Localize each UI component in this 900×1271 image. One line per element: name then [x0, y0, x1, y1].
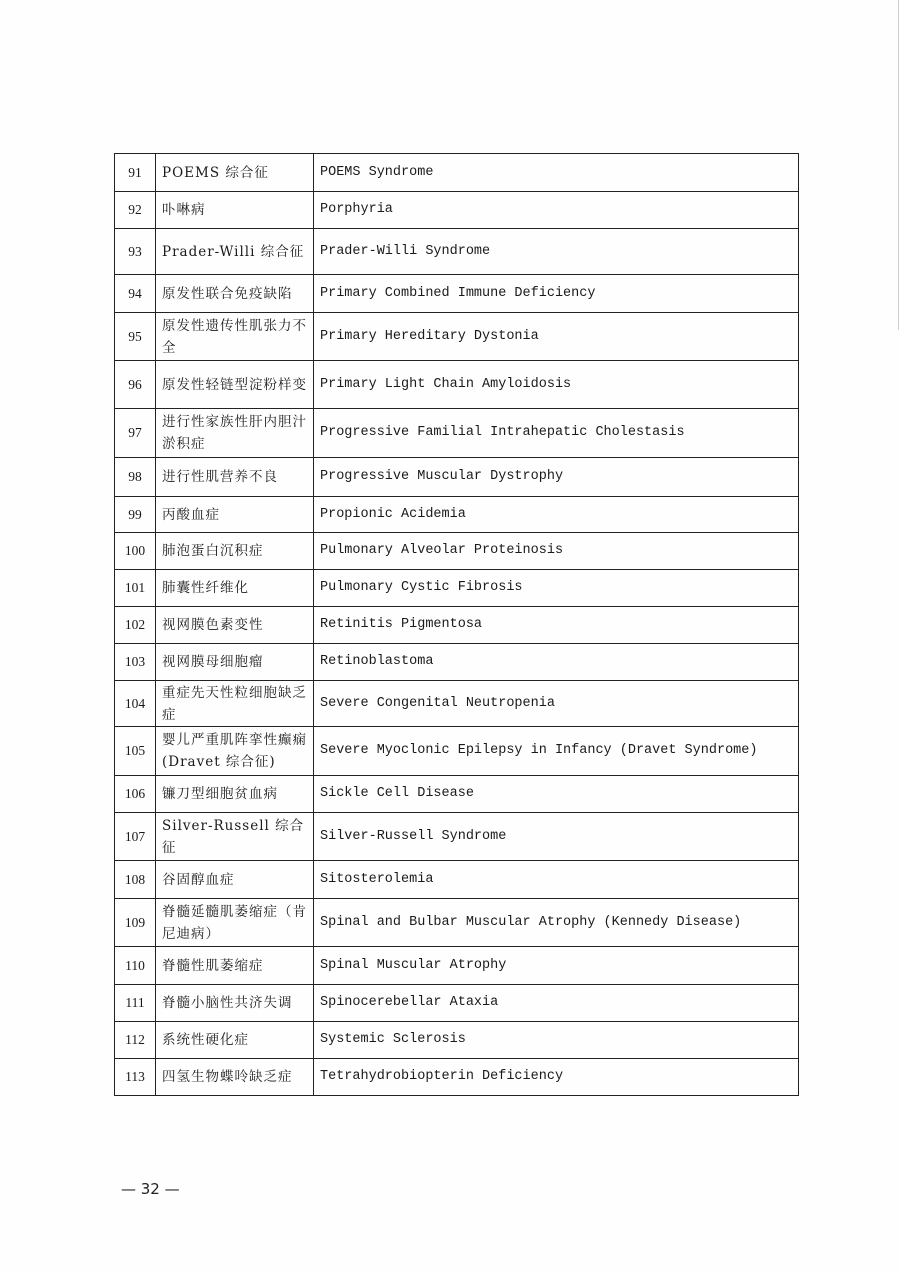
table-row [115, 607, 799, 644]
table-row [115, 727, 799, 776]
row-number: 102 [115, 607, 156, 644]
chinese-name: 重症先天性粒细胞缺乏症 [156, 681, 314, 727]
chinese-name: 进行性肌营养不良 [156, 458, 314, 497]
row-number: 101 [115, 570, 156, 607]
table-row [115, 275, 799, 313]
english-name: Primary Hereditary Dystonia [314, 313, 799, 361]
row-number: 104 [115, 681, 156, 727]
chinese-name: 脊髓延髓肌萎缩症（肯尼迪病） [156, 899, 314, 947]
table-row [115, 497, 799, 533]
chinese-name: 谷固醇血症 [156, 861, 314, 899]
row-number: 92 [115, 192, 156, 229]
table-row [115, 229, 799, 275]
table-row [115, 947, 799, 985]
english-name: Silver-Russell Syndrome [314, 813, 799, 861]
chinese-name: 视网膜母细胞瘤 [156, 644, 314, 681]
scan-artifact-line [898, 0, 899, 330]
english-name: Severe Myoclonic Epilepsy in Infancy (Dravet Syndrome) [314, 727, 799, 776]
table-row [115, 861, 799, 899]
rare-disease-table [114, 153, 799, 1096]
row-number: 95 [115, 313, 156, 361]
chinese-name: 婴儿严重肌阵挛性癫痫(Dravet 综合征) [156, 727, 314, 776]
english-name: Sitosterolemia [314, 861, 799, 899]
chinese-name: 脊髓小脑性共济失调 [156, 985, 314, 1022]
chinese-name: 肺囊性纤维化 [156, 570, 314, 607]
table-row [115, 409, 799, 458]
english-name: Retinitis Pigmentosa [314, 607, 799, 644]
chinese-name: 进行性家族性肝内胆汁淤积症 [156, 409, 314, 458]
row-number: 106 [115, 776, 156, 813]
table-row [115, 985, 799, 1022]
chinese-name: 原发性轻链型淀粉样变 [156, 361, 314, 409]
page-number: — 32 — [121, 1180, 180, 1198]
row-number: 109 [115, 899, 156, 947]
row-number: 94 [115, 275, 156, 313]
row-number: 108 [115, 861, 156, 899]
chinese-name: 卟啉病 [156, 192, 314, 229]
english-name: Progressive Muscular Dystrophy [314, 458, 799, 497]
chinese-name: 系统性硬化症 [156, 1022, 314, 1059]
chinese-name: 视网膜色素变性 [156, 607, 314, 644]
english-name: Spinal and Bulbar Muscular Atrophy (Kennedy Disease) [314, 899, 799, 947]
english-name: Primary Light Chain Amyloidosis [314, 361, 799, 409]
table-row [115, 776, 799, 813]
chinese-name: 原发性联合免疫缺陷 [156, 275, 314, 313]
table-body [115, 154, 799, 1096]
table-row [115, 533, 799, 570]
row-number: 105 [115, 727, 156, 776]
english-name: Prader-Willi Syndrome [314, 229, 799, 275]
row-number: 110 [115, 947, 156, 985]
english-name: Progressive Familial Intrahepatic Cholestasis [314, 409, 799, 458]
table-row [115, 899, 799, 947]
english-name: Spinocerebellar Ataxia [314, 985, 799, 1022]
english-name: Primary Combined Immune Deficiency [314, 275, 799, 313]
table-row [115, 813, 799, 861]
table-row [115, 644, 799, 681]
english-name: Pulmonary Alveolar Proteinosis [314, 533, 799, 570]
table-row [115, 681, 799, 727]
row-number: 93 [115, 229, 156, 275]
row-number: 113 [115, 1059, 156, 1096]
english-name: Pulmonary Cystic Fibrosis [314, 570, 799, 607]
table-row [115, 192, 799, 229]
english-name: Tetrahydrobiopterin Deficiency [314, 1059, 799, 1096]
row-number: 111 [115, 985, 156, 1022]
chinese-name: 丙酸血症 [156, 497, 314, 533]
row-number: 97 [115, 409, 156, 458]
chinese-name: 镰刀型细胞贫血病 [156, 776, 314, 813]
table-row [115, 154, 799, 192]
english-name: Propionic Acidemia [314, 497, 799, 533]
row-number: 103 [115, 644, 156, 681]
table-row [115, 1059, 799, 1096]
table-row [115, 361, 799, 409]
row-number: 99 [115, 497, 156, 533]
chinese-name: Prader-Willi 综合征 [156, 229, 314, 275]
chinese-name: 原发性遗传性肌张力不全 [156, 313, 314, 361]
table-row [115, 1022, 799, 1059]
english-name: POEMS Syndrome [314, 154, 799, 192]
chinese-name: POEMS 综合征 [156, 154, 314, 192]
row-number: 100 [115, 533, 156, 570]
table-row [115, 570, 799, 607]
row-number: 107 [115, 813, 156, 861]
row-number: 112 [115, 1022, 156, 1059]
chinese-name: Silver-Russell 综合征 [156, 813, 314, 861]
english-name: Severe Congenital Neutropenia [314, 681, 799, 727]
table-row [115, 458, 799, 497]
row-number: 98 [115, 458, 156, 497]
english-name: Porphyria [314, 192, 799, 229]
chinese-name: 脊髓性肌萎缩症 [156, 947, 314, 985]
row-number: 96 [115, 361, 156, 409]
chinese-name: 肺泡蛋白沉积症 [156, 533, 314, 570]
chinese-name: 四氢生物蝶呤缺乏症 [156, 1059, 314, 1096]
row-number: 91 [115, 154, 156, 192]
english-name: Spinal Muscular Atrophy [314, 947, 799, 985]
english-name: Sickle Cell Disease [314, 776, 799, 813]
english-name: Retinoblastoma [314, 644, 799, 681]
english-name: Systemic Sclerosis [314, 1022, 799, 1059]
table-row [115, 313, 799, 361]
